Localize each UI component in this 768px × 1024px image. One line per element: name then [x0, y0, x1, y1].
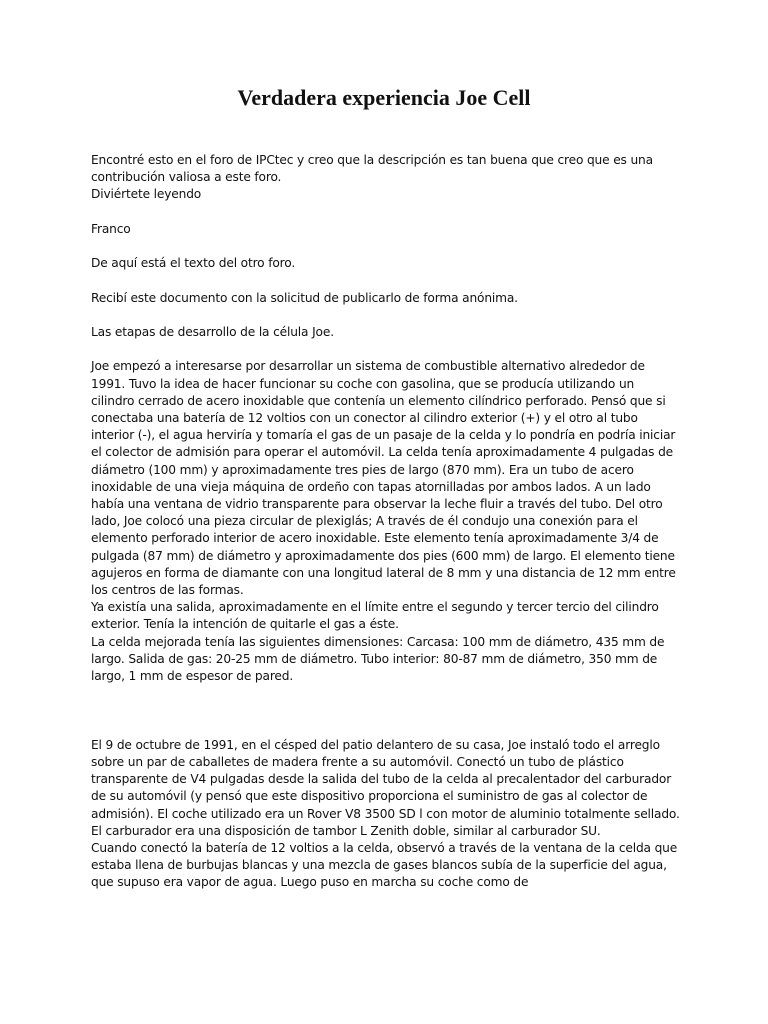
- paragraph-outlet: Ya existía una salida, aproximadamente en el límite entre el segundo y tercer tercio del cilindro exterior. Tenía la intención de quitarle el gas a éste.: [91, 600, 659, 632]
- paragraph-intro: Encontré esto en el foro de IPCtec y creo que la descripción es tan buena que creo que es una contribución valiosa a este foro.: [91, 153, 653, 185]
- spacer: [91, 204, 681, 221]
- paragraph-installation: El 9 de octubre de 1991, en el césped del patio delantero de su casa, Joe instaló todo el arreglo sobre un par de caballetes de madera frente a su automóvil. Conectó un tubo de plástico transparente de V4 pulgadas desde la salida del tubo de la celda al precalentador del carburador de su automóvil (y pensó que este dispositivo proporciona el suministro de gas al colector de admisión). El coche utilizado era un Rover V8 3500 SD l con motor de aluminio totalmente sellado. El carburador era una disposición de tambor L Zenith doble, similar al carburador SU.: [91, 737, 680, 838]
- paragraph-signature: Franco: [91, 221, 131, 236]
- paragraph-stages: Las etapas de desarrollo de la célula Joe.: [91, 324, 334, 339]
- spacer: [91, 238, 681, 255]
- document-title: Verdadera experiencia Joe Cell: [237, 85, 531, 110]
- spacer: [91, 307, 681, 324]
- paragraph-anonymous: Recibí este documento con la solicitud de publicarlo de forma anónima.: [91, 290, 518, 305]
- spacer: [91, 685, 681, 737]
- paragraph-observation: Cuando conectó la batería de 12 voltios a la celda, observó a través de la ventana de la celda que estaba llena de burbujas blancas y una mezcla de gases blancos subía de la superficie del agua, que supuso era vapor de agua. Luego puso en marcha su coche como de: [91, 841, 678, 890]
- spacer: [91, 341, 681, 358]
- paragraph-enjoy: Diviértete leyendo: [91, 187, 202, 202]
- paragraph-dimensions: La celda mejorada tenía las siguientes dimensiones: Carcasa: 100 mm de diámetro, 435 mm de largo. Salida de gas: 20-25 mm de diámetro. Tubo interior: 80-87 mm de diámetro, 350 mm de largo, 1 mm de espesor de pared.: [91, 634, 665, 684]
- paragraph-history: Joe empezó a interesarse por desarrollar un sistema de combustible alternativo alrededor de 1991. Tuvo la idea de hacer funcionar su coche con gasolina, que se producía utilizando un cilindro cerrado de acero inoxidable que contenía un elemento cilíndrico perforado. Pensó que si conectaba una batería de 12 voltios con un conector al cilindro exterior (+) y el otro al tubo interior (-), el agua herviría y tomaría el gas de un pasaje de la celda y lo pondría en podría iniciar el colector de admisión para operar el automóvil. La celda tenía aproximadamente 4 pulgadas de diámetro (100 mm) y aproximadamente tres pies de largo (870 mm). Era un tubo de acero inoxidable de una vieja máquina de ordeño con tapas atornilladas por ambos lados. A un lado había una ventana de vidrio transparente para observar la leche fluir a través del tubo. Del otro lado, Joe colocó una pieza circular de plexiglás; A través de él condujo una conexión para el elemento perforado interior de acero inoxidable. Este elemento tenía aproximadamente 3/4 de pulgada (87 mm) de diámetro y aproximadamente dos pies (600 mm) de largo. El elemento tiene agujeros en forma de diamante con una longitud lateral de 8 mm y una distancia de 12 mm entre los centros de las formas.: [91, 359, 676, 597]
- paragraph-source: De aquí está el texto del otro foro.: [91, 256, 296, 271]
- document-body: [91, 152, 681, 892]
- spacer: [91, 272, 681, 289]
